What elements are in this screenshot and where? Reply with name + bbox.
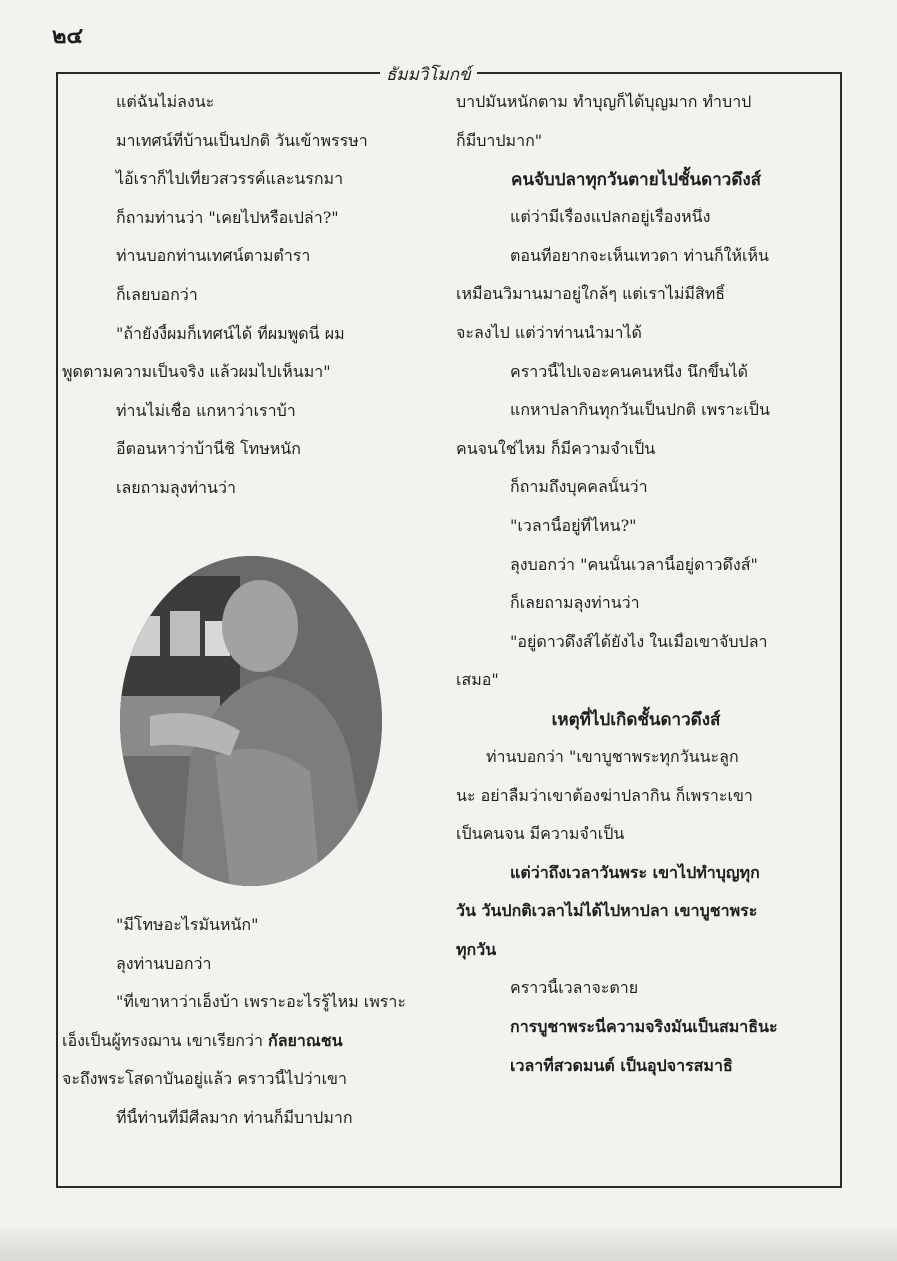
section-heading: เหตุที่ไปเกิดชั้นดาวดึงส์	[551, 709, 721, 730]
right-column	[456, 92, 816, 1094]
text-line: ลุงบอกว่า "คนนั้นเวลานี้อยู่ดาวดึงส์"	[510, 554, 758, 574]
text-line: การบูชาพระนี่ความจริงมันเป็นสมาธินะ	[510, 1017, 778, 1037]
text-line: แต่ฉันไม่ลงนะ	[116, 92, 215, 111]
text-line: ที่นี้ท่านที่มีศีลมาก ท่านก็มีบาปมาก	[116, 1107, 353, 1127]
text-line: คนจนใช่ไหม ก็มีความจำเป็น	[456, 438, 656, 458]
text-line: ก็เลยถามลุงท่านว่า	[510, 593, 640, 613]
text-line: ก็มีบาปมาก"	[456, 130, 543, 150]
text-line: ก็ถามถึงบุคคลนั้นว่า	[510, 477, 648, 497]
bold-term: กัลยาณชน	[268, 1030, 343, 1050]
text-line: ก็เลยบอกว่า	[116, 284, 198, 304]
page-number: ๒๔	[52, 23, 84, 49]
text-line: อีตอนหาว่าบ้านี่ชิ โทษหนัก	[116, 439, 301, 459]
text-line: ตอนที่อยากจะเห็นเทวดา ท่านก็ให้เห็น	[510, 245, 769, 265]
text-line: "อยู่ดาวดึงส์ได้ยังไง ในเมื่อเขาจับปลา	[510, 631, 768, 651]
text-line: เป็นคนจน มีความจำเป็น	[456, 824, 625, 844]
text-segment: เอ็งเป็นผู้ทรงฌาน เขาเรียกว่า	[62, 1030, 269, 1050]
text-line: ท่านบอกว่า "เขาบูชาพระทุกวันนะลูก	[486, 746, 739, 766]
text-line: เหมือนวิมานมาอยู่ใกล้ๆ แต่เราไม่มีสิทธิ์	[456, 284, 726, 304]
text-line: แต่ว่ามีเรื่องแปลกอยู่เรื่องหนึ่ง	[510, 207, 711, 227]
text-line: ก็ถามท่านว่า "เคยไปหรือเปล่า?"	[116, 207, 339, 227]
running-title: ธัมมวิโมกข์	[380, 61, 477, 88]
text-line: "มีโทษอะไรมันหนัก"	[116, 915, 259, 934]
monk-portrait-photo	[120, 556, 382, 886]
left-column	[62, 92, 418, 517]
text-line: พูดตามความเป็นจริง แล้วผมไปเห็นมา"	[62, 362, 331, 382]
text-line: คราวนี้ไปเจอะคนคนหนึ่ง นึกขึ้นได้	[510, 361, 749, 381]
text-line: บาปมันหนักตาม ทำบุญก็ได้บุญมาก ทำบาป	[456, 92, 752, 111]
text-line: แกหาปลากินทุกวันเป็นปกติ เพราะเป็น	[510, 400, 770, 420]
text-line: เวลาที่สวดมนต์ เป็นอุปจารสมาธิ	[510, 1055, 733, 1075]
text-line: ลุงท่านบอกว่า	[116, 953, 212, 973]
text-line: แต่ว่าถึงเวลาวันพระ เขาไปทำบุญทุก	[510, 862, 760, 882]
page-bottom-edge	[0, 1228, 897, 1261]
left-column-bottom	[62, 915, 418, 1147]
text-line	[62, 1031, 418, 1051]
text-line: จะลงไป แต่ว่าท่านนำมาได้	[456, 322, 642, 342]
text-line: เลยถามลุงท่านว่า	[116, 477, 236, 497]
text-line: วัน วันปกติเวลาไม่ได้ไปหาปลา เขาบูชาพระ	[456, 901, 758, 921]
text-line: ทุกวัน	[456, 939, 497, 959]
text-line: ท่านไม่เชื่อ แกหาว่าเราบ้า	[116, 400, 296, 420]
text-line: "ที่เขาหาว่าเอ็งบ้า เพราะอะไรรู้ไหม เพราะ	[116, 992, 406, 1012]
text-line: มาเทศน์ที่บ้านเป็นปกติ วันเข้าพรรษา	[116, 130, 368, 150]
text-line: เสมอ"	[456, 670, 499, 690]
section-heading: คนจับปลาทุกวันตายไปชั้นดาวดึงส์	[510, 170, 762, 191]
text-line: คราวนี้เวลาจะตาย	[510, 978, 639, 998]
text-line: ไอ้เราก็ไปเที่ยวสวรรค์และนรกมา	[116, 169, 344, 189]
text-line: นะ อย่าลืมว่าเขาต้องฆ่าปลากิน ก็เพราะเขา	[456, 785, 753, 805]
text-line: จะถึงพระโสดาบันอยู่แล้ว คราวนี้ไปว่าเขา	[62, 1069, 347, 1089]
text-line: "ถ้ายังงี้ผมก็เทศน์ได้ ที่ผมพูดนี่ ผม	[116, 323, 345, 343]
text-line: "เวลานี้อยู่ที่ไหน?"	[510, 515, 637, 535]
text-line: ท่านบอกท่านเทศน์ตามตำรา	[116, 246, 311, 266]
